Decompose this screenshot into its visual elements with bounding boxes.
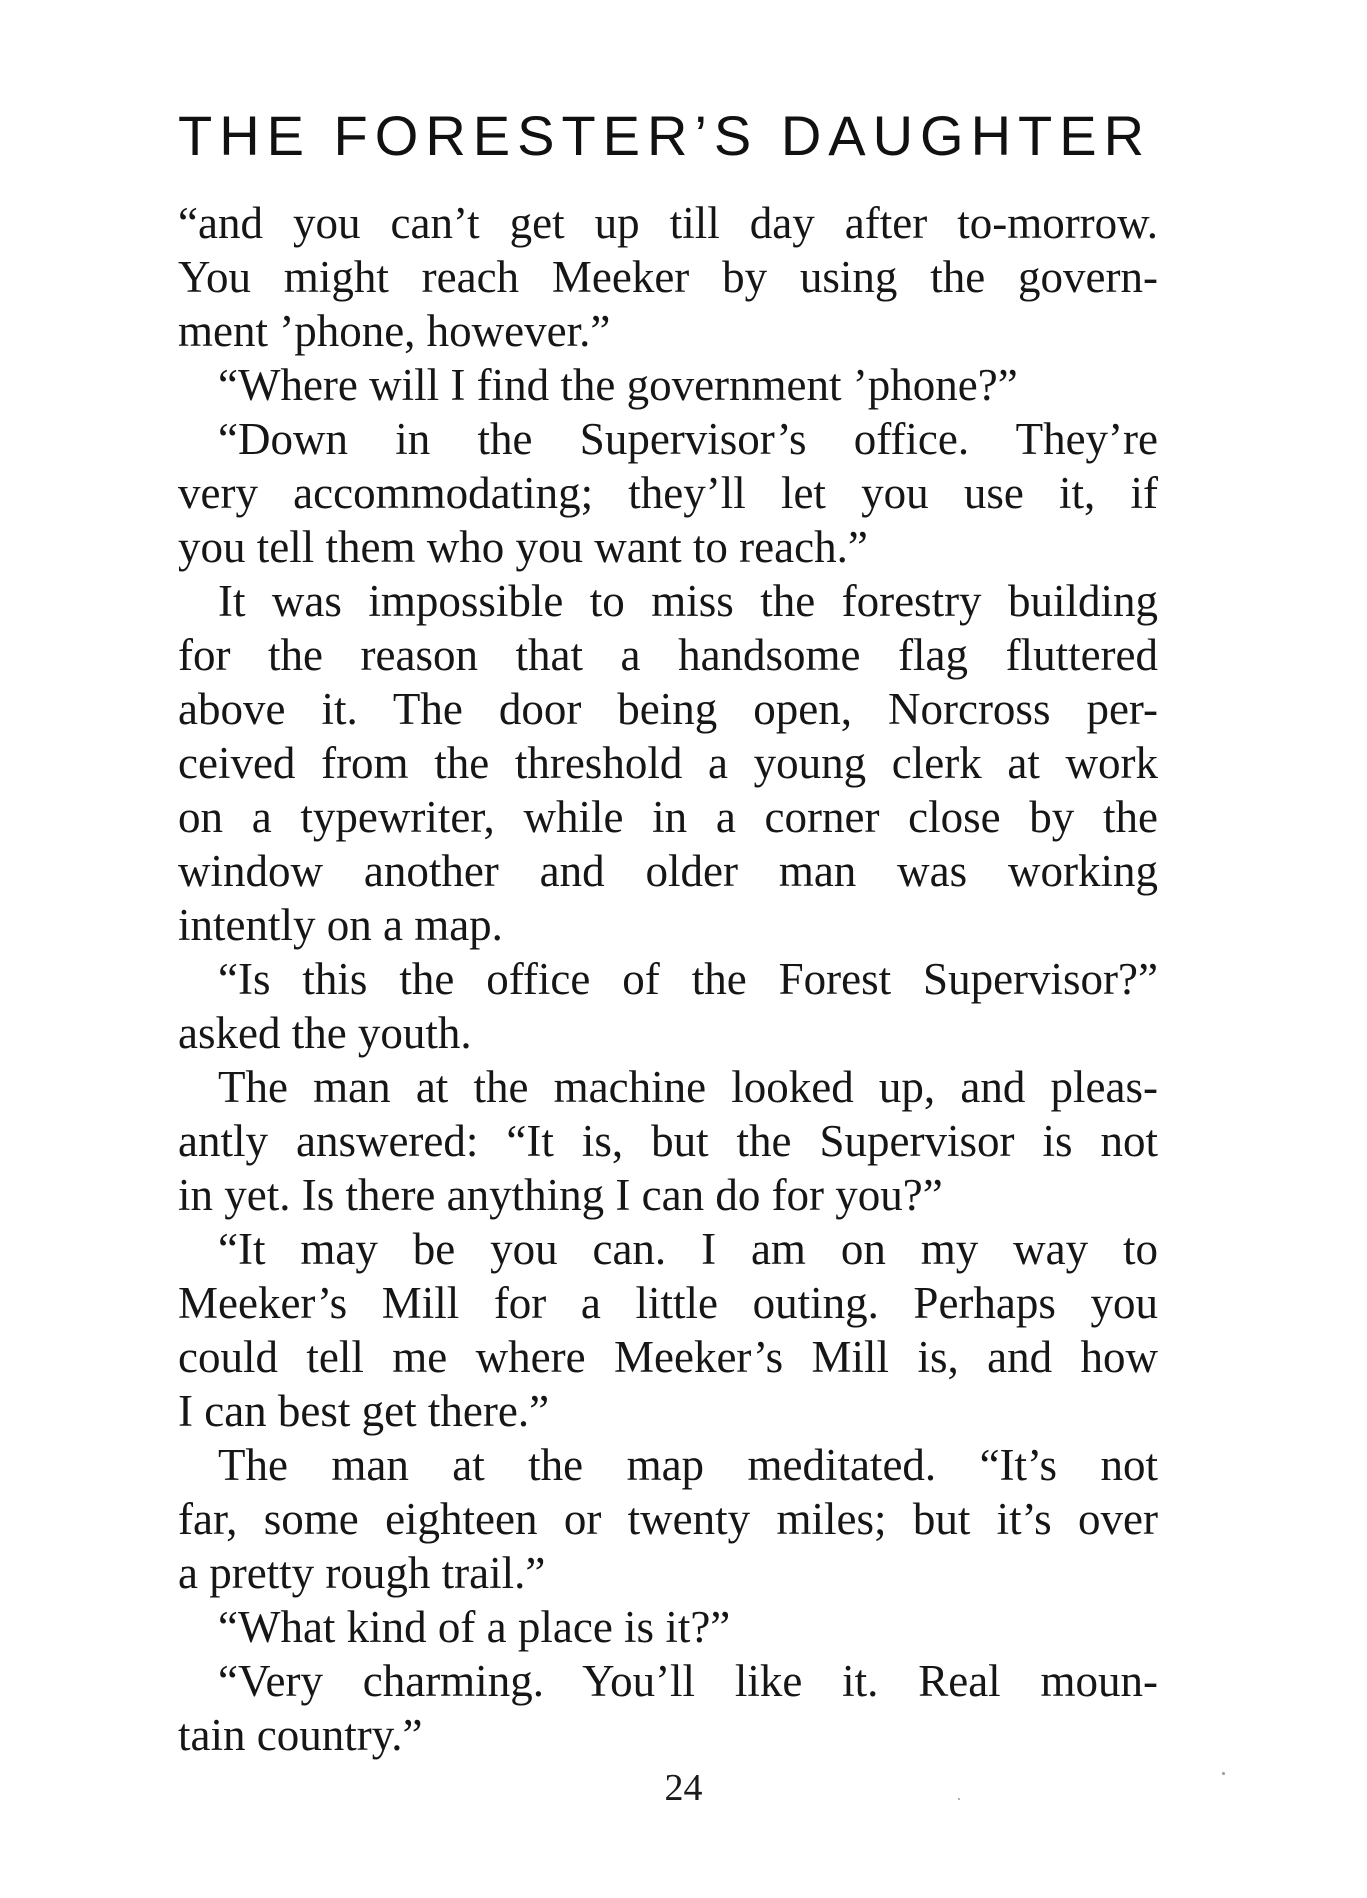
text-line: You might reach Meeker by using the govern- xyxy=(178,252,1158,302)
text-line: ceived from the threshold a young clerk at work xyxy=(178,738,1158,788)
text-line: asked the youth. xyxy=(178,1008,472,1058)
paragraph xyxy=(178,1654,1158,1762)
text-line: “Down in the Supervisor’s office. They’re xyxy=(218,414,1158,464)
page-number: 24 xyxy=(664,1767,703,1809)
paragraph xyxy=(178,952,1158,1060)
text-line: in yet. Is there anything I can do for you?” xyxy=(178,1170,943,1220)
paragraph xyxy=(178,1600,1158,1654)
text-line: you tell them who you want to reach.” xyxy=(178,522,868,572)
text-line: far, some eighteen or twenty miles; but it’s over xyxy=(178,1494,1158,1544)
text-line: The man at the machine looked up, and pleas- xyxy=(218,1062,1158,1112)
text-line: window another and older man was working xyxy=(178,846,1158,896)
text-line: for the reason that a handsome flag fluttered xyxy=(178,630,1158,680)
text-line: “Is this the office of the Forest Supervisor?” xyxy=(218,954,1158,1004)
paragraph xyxy=(178,1060,1158,1222)
text-line: It was impossible to miss the forestry building xyxy=(218,576,1158,626)
paragraph xyxy=(178,1222,1158,1438)
text-line: “It may be you can. I am on my way to xyxy=(218,1224,1158,1274)
running-head: THE FORESTER’S DAUGHTER xyxy=(178,104,1152,167)
paragraph xyxy=(178,412,1158,574)
paragraph xyxy=(178,574,1158,952)
body-text xyxy=(178,196,1158,1762)
paper-speck xyxy=(1222,1772,1225,1775)
paragraph xyxy=(178,196,1158,358)
text-line: intently on a map. xyxy=(178,900,503,950)
text-line: on a typewriter, while in a corner close by the xyxy=(178,792,1158,842)
paragraph xyxy=(178,358,1158,412)
paper-speck xyxy=(958,1798,960,1800)
text-line: “and you can’t get up till day after to-morrow. xyxy=(178,198,1158,248)
text-line: a pretty rough trail.” xyxy=(178,1548,546,1598)
text-line: antly answered: “It is, but the Supervisor is not xyxy=(178,1116,1158,1166)
text-line: “What kind of a place is it?” xyxy=(218,1602,731,1652)
text-line: “Where will I find the government ’phone?” xyxy=(218,360,1018,410)
text-line: above it. The door being open, Norcross per- xyxy=(178,684,1158,734)
text-line: could tell me where Meeker’s Mill is, and how xyxy=(178,1332,1158,1382)
text-line: ment ’phone, however.” xyxy=(178,306,611,356)
text-line: The man at the map meditated. “It’s not xyxy=(218,1440,1158,1490)
text-line: “Very charming. You’ll like it. Real moun- xyxy=(218,1656,1158,1706)
text-line: Meeker’s Mill for a little outing. Perhaps you xyxy=(178,1278,1158,1328)
text-line: tain country.” xyxy=(178,1710,423,1760)
text-line: very accommodating; they’ll let you use it, if xyxy=(178,468,1158,518)
paragraph xyxy=(178,1438,1158,1600)
text-line: I can best get there.” xyxy=(178,1386,550,1436)
